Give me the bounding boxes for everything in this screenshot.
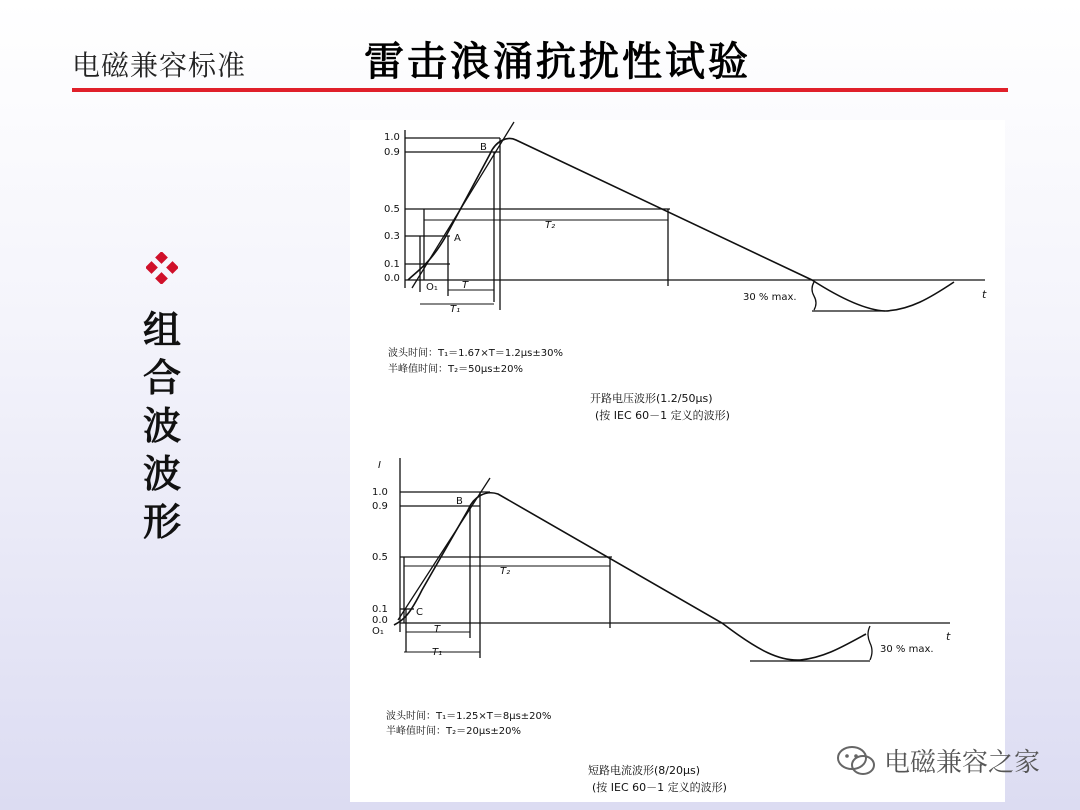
front-tangent	[412, 122, 514, 288]
current-waveform-diagram	[394, 458, 950, 661]
point-c-label: C	[416, 607, 423, 618]
y-tick-0.0: 0.0	[384, 273, 400, 284]
undershoot-bracket	[812, 282, 816, 310]
caption-main: 短路电流波形(8/20μs)	[588, 764, 701, 777]
header-divider	[72, 88, 1008, 92]
dim-t2-label: T₂	[500, 566, 511, 577]
front-time-note: 波头时间：T₁＝1.25×T＝8μs±20%	[386, 711, 552, 722]
y-tick-0.9: 0.9	[372, 501, 388, 512]
diamond-bullet-icon	[146, 252, 178, 284]
side-char: 波	[142, 403, 181, 448]
voltage-waveform-diagram	[405, 122, 985, 311]
side-char: 形	[142, 499, 181, 544]
caption-main: 开路电压波形(1.2/50μs)	[590, 392, 713, 405]
undershoot-bracket	[868, 626, 872, 660]
y-tick-0.1: 0.1	[384, 259, 400, 270]
page-title: 雷击浪涌抗扰性试验	[364, 38, 751, 85]
front-tangent	[398, 478, 490, 620]
voltage-curve	[408, 139, 954, 311]
y-tick-1.0: 1.0	[372, 487, 388, 498]
y-tick-0.1: 0.1	[372, 604, 388, 615]
header-category: 电磁兼容标准	[72, 49, 247, 82]
undershoot-label: 30 % max.	[743, 292, 797, 303]
dim-t1-label: T₁	[450, 304, 461, 315]
caption-sub: (按 IEC 60－1 定义的波形)	[595, 409, 730, 422]
point-b-label: B	[456, 496, 463, 507]
x-axis-label: t	[982, 288, 987, 301]
front-time-note: 波头时间：T₁＝1.67×T＝1.2μs±30%	[388, 348, 563, 359]
point-o1-label: O₁	[372, 626, 384, 637]
x-axis-label: t	[946, 630, 951, 643]
dim-t1-label: T₁	[432, 647, 443, 658]
watermark-text: 电磁兼容之家	[884, 748, 1041, 778]
half-time-note: 半峰值时间：T₂＝50μs±20%	[388, 364, 524, 375]
dim-t-label: T	[462, 280, 469, 291]
point-b-label: B	[480, 142, 487, 153]
watermark	[836, 742, 1040, 779]
y-tick-0.5: 0.5	[372, 552, 388, 563]
side-char: 组	[142, 307, 181, 352]
side-char: 合	[142, 355, 181, 400]
point-a-label: A	[454, 233, 461, 244]
y-axis-label: I	[378, 460, 381, 471]
dim-t-label: T	[434, 624, 441, 635]
point-o1-label: O₁	[426, 282, 438, 293]
waveform-scan	[350, 120, 1005, 802]
dim-t2-label: T₂	[545, 220, 556, 231]
waveform-diagrams	[350, 120, 1005, 802]
caption-sub: (按 IEC 60－1 定义的波形)	[592, 781, 727, 794]
wechat-icon	[836, 744, 876, 778]
y-tick-0.0: 0.0	[372, 615, 388, 626]
y-tick-0.5: 0.5	[384, 204, 400, 215]
side-title	[140, 306, 184, 546]
undershoot-label: 30 % max.	[880, 644, 934, 655]
side-char: 波	[142, 451, 181, 496]
y-tick-1.0: 1.0	[384, 132, 400, 143]
y-tick-0.9: 0.9	[384, 147, 400, 158]
y-tick-0.3: 0.3	[384, 231, 400, 242]
half-time-note: 半峰值时间：T₂＝20μs±20%	[386, 726, 522, 737]
